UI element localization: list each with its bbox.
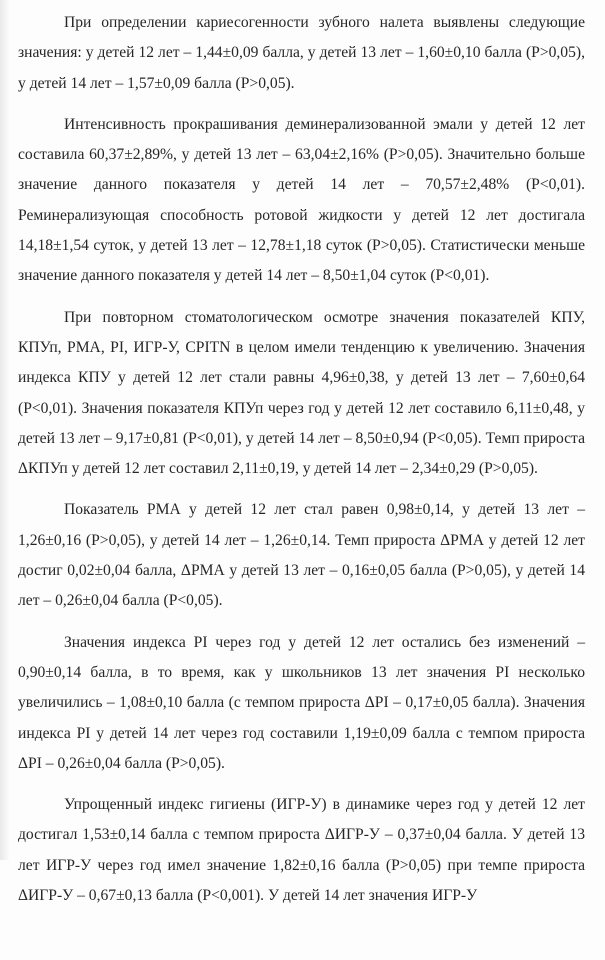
paragraph-hygiene-index: Упрощенный индекс гигиены (ИГР-У) в динамике через год у детей 12 лет достигал 1,53±0,14 балла с темпом прироста ΔИГР-У – 0,37±0,04 балла. У детей 13 лет ИГР-У через год имел значение 1,82±0,16 балла (P>0,05) при темпе прироста ΔИГР-У – 0,67±0,13 балла (P<0,001). У детей 14 лет значения ИГР-У [18, 796, 585, 905]
paragraph-pma-index: Показатель РМА у детей 12 лет стал равен 0,98±0,14, у детей 13 лет – 1,26±0,16 (P>0,05), у детей 14 лет – 1,26±0,14. Темп прироста ΔРМА у детей 12 лет достиг 0,02±0,04 балла, ΔРМА у детей 13 лет – 0,16±0,05 балла (P>0,05), у детей 14 лет – 0,26±0,04 балла (P<0,05). [18, 501, 585, 610]
paragraph-plaque-cariogenicity: При определении кариесогенности зубного налета выявлены следующие значения: у детей 12 лет – 1,44±0,09 балла, у детей 13 лет – 1,60±0,10 балла (P>0,05), у детей 14 лет – 1,57±0,09 балла (P>0,05). [18, 14, 585, 92]
paragraph-kpu-indices: При повторном стоматологическом осмотре значения показателей КПУ, КПУп, РМА, PI, ИГР-У, CPITN в целом имели тенденцию к увеличению. Значения индекса КПУ у детей 12 лет стали равны 4,96±0,38, у детей 13 лет – 7,60±0,64 (P<0,01). Значения показателя КПУп через год у детей 12 лет составило 6,11±0,48, у детей 13 лет – 9,17±0,81 (P<0,01), у детей 14 лет – 8,50±0,94 (P<0,05). Темп прироста ΔКПУп у детей 12 лет составил 2,11±0,19, у детей 14 лет – 2,34±0,29 (P>0,05). [18, 308, 585, 478]
paragraph-pi-index: Значения индекса PI через год у детей 12 лет остались без изменений – 0,90±0,14 балла, в то время, как у школьников 13 лет значения PI несколько увеличились – 1,08±0,10 балла (с темпом прироста ΔPI – 0,17±0,05 балла). Значения индекса PI у детей 14 лет через год составили 1,19±0,09 балла с темпом прироста ΔPI – 0,26±0,04 балла (P>0,05). [18, 633, 585, 772]
paragraph-enamel-staining: Интенсивность прокрашивания деминерализованной эмали у детей 12 лет составила 60,37±2,89%, у детей 13 лет – 63,04±2,16% (P>0,05). Значительно больше значение данного показателя у детей 14 лет – 70,57±2,48% (P<0,01). Реминерализующая способность ротовой жидкости у детей 12 лет достигала 14,18±1,54 суток, у детей 13 лет – 12,78±1,18 суток (P>0,05). Статистически меньше значение данного показателя у детей 14 лет – 8,50±1,04 суток (P<0,01). [18, 115, 585, 285]
document-body [18, 8, 585, 922]
scan-shadow [0, 0, 9, 860]
